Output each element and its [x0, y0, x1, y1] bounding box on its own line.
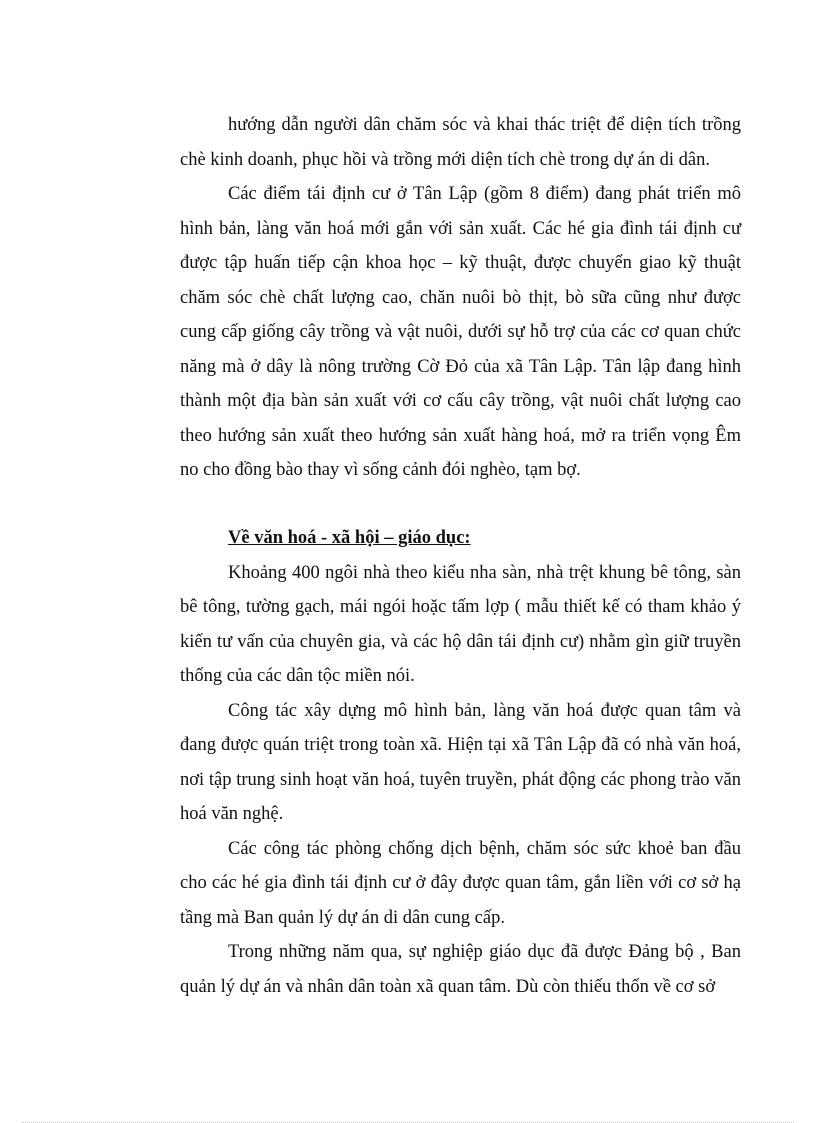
text-block-culture: [180, 521, 741, 1004]
paragraph-education: Trong những năm qua, sự nghiệp giáo dục đã được Đảng bộ , Ban quản lý dự án và nhân dân toàn xã quan tâm. Dù còn thiếu thốn về cơ sở: [180, 942, 741, 997]
section-heading-culture: Về văn hoá - xã hội – giáo dục:: [228, 528, 471, 548]
paragraph-housing: Khoảng 400 ngôi nhà theo kiểu nha sàn, nhà trệt khung bê tông, sàn bê tông, tường gạch, mái ngói hoặc tấm lợp ( mẫu thiết kế có tham khảo ý kiến tư vấn của chuyên gia, và các hộ dân tái định cư) nhằm gìn giữ truyền thống của các dân tộc miền nói.: [180, 562, 741, 686]
paragraph-resettlement-sites: Các điểm tái định cư ở Tân Lập (gồm 8 điểm) đang phát triển mô hình bản, làng văn hoá mới gắn với sản xuất. Các hé gia đình tái định cư được tập huấn tiếp cận khoa học – kỹ thuật, được chuyển giao kỹ thuật chăm sóc chè chất lượng cao, chăn nuôi bò thịt, bò sữa cũng như được cung cấp giống cây trồng và vật nuôi, dưới sự hỗ trợ của các cơ quan chức năng mà ở dây là nông trường Cờ Đỏ của xã Tân Lập. Tân lập đang hình thành một địa bàn sản xuất với cơ cấu cây trồng, vật nuôi chất lượng cao theo hướng sản xuất theo hướng sản xuất hàng hoá, mở ra triển vọng Êm no cho đồng bào thay vì sống cảnh đói nghèo, tạm bợ.: [180, 184, 741, 480]
paragraph-culture-village: Công tác xây dựng mô hình bản, làng văn hoá được quan tâm và đang được quán triệt trong toàn xã. Hiện tại xã Tân Lập đã có nhà văn hoá, nơi tập trung sinh hoạt văn hoá, tuyên truyền, phát động các phong trào văn hoá văn nghệ.: [180, 700, 741, 824]
paragraph-health: Các công tác phòng chống dịch bệnh, chăm sóc sức khoẻ ban đầu cho các hé gia đình tái định cư ở đây được quan tâm, gắn liền với cơ sở hạ tầng mà Ban quản lý dự án di dân cung cấp.: [180, 838, 741, 928]
paragraph-tea-guidance: hướng dẫn người dân chăm sóc và khai thác triệt để diện tích trồng chè kinh doanh, phục hồi và trồng mới diện tích chè trong dự án di dân.: [180, 115, 741, 170]
text-block-production: [180, 108, 741, 488]
